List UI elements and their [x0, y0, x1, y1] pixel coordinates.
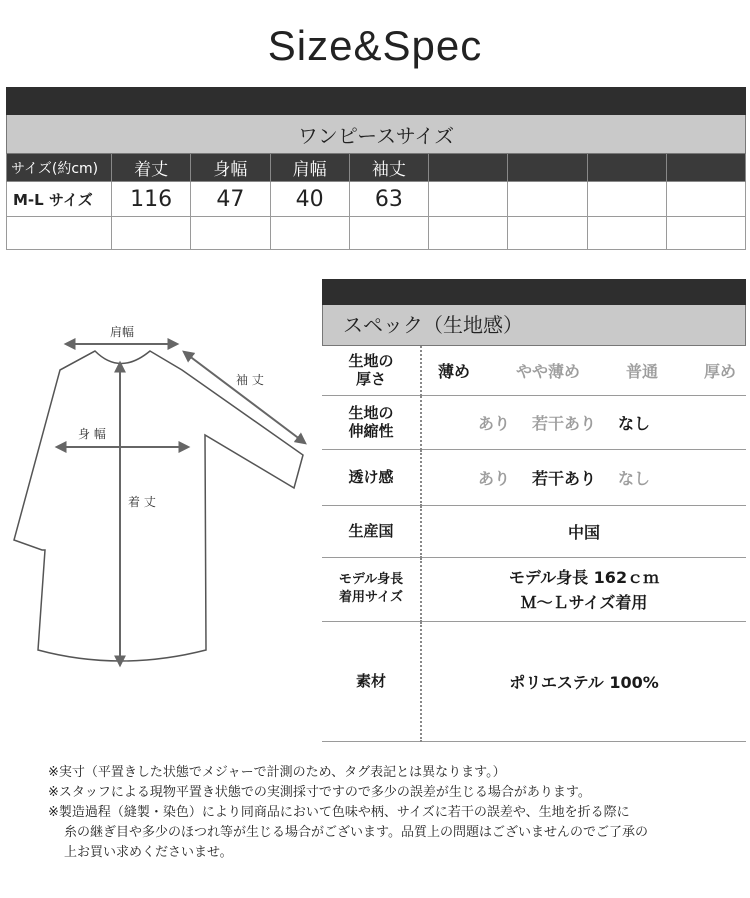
- row-label: M-L サイズ: [7, 182, 112, 217]
- column-header: 袖丈: [349, 154, 428, 182]
- option: 普通: [625, 361, 658, 381]
- size-header-label: サイズ(約cm): [7, 154, 112, 182]
- spec-row-thickness: [322, 346, 746, 395]
- spec-row-stretch: [322, 395, 746, 449]
- table-row: [7, 182, 746, 217]
- column-header: 着丈: [112, 154, 191, 182]
- option-selected: 若干あり: [532, 468, 597, 488]
- notes: [48, 763, 738, 863]
- option: やや薄め: [515, 361, 580, 381]
- sheer-options: [422, 466, 746, 489]
- model-size: Ｍ～Ｌサイズ着用: [520, 593, 648, 612]
- origin-value: 中国: [421, 505, 746, 557]
- option: あり: [478, 468, 511, 488]
- note-line: 糸の継ぎ目や多少のほつれ等が生じる場合がございます。品質上の問題はございませんのでご了承の: [64, 825, 648, 840]
- size-table: [6, 87, 746, 250]
- note-line: ※製造過程（縫製・染色）により同商品において色味や柄、サイズに若干の誤差や、生地を折る際に: [48, 805, 630, 820]
- length-label: 着 丈: [128, 495, 156, 509]
- option-selected: 薄め: [438, 361, 471, 381]
- garment-diagram: [0, 300, 320, 700]
- spec-label: 生産国: [322, 505, 421, 557]
- body-width-label: 身 幅: [78, 427, 106, 441]
- table-cell: 40: [270, 182, 349, 217]
- spec-row-sheer: [322, 449, 746, 505]
- page-title: Size&Spec: [267, 22, 483, 69]
- column-header: [429, 154, 508, 182]
- material-value: ポリエステル 100%: [421, 621, 746, 741]
- thickness-options: [422, 359, 746, 382]
- table-cell: 116: [112, 182, 191, 217]
- spec-top-bar: [322, 279, 746, 305]
- option: なし: [618, 468, 651, 488]
- spec-row-material: [322, 621, 746, 741]
- spec-label: 生地の 厚さ: [322, 346, 421, 395]
- column-header: 肩幅: [270, 154, 349, 182]
- sleeve-arrow: [184, 352, 305, 443]
- dress-outline: [14, 351, 303, 661]
- option-selected: なし: [618, 413, 651, 433]
- table-cell: [666, 182, 745, 217]
- shoulder-label: 肩幅: [110, 325, 135, 339]
- spec-label: 生地の 伸縮性: [322, 395, 421, 449]
- model-height: モデル身長 162ｃｍ: [508, 568, 660, 587]
- column-header: 身幅: [191, 154, 270, 182]
- size-table-top-bar: [7, 88, 746, 115]
- stretch-options: [422, 411, 746, 434]
- spec-row-origin: [322, 505, 746, 557]
- option: 若干あり: [532, 413, 597, 433]
- table-cell: 47: [191, 182, 270, 217]
- spec-table: [322, 346, 746, 742]
- note-line: 上お買い求めくださいませ。: [64, 845, 233, 860]
- size-table-header: [7, 154, 746, 182]
- table-cell: [429, 182, 508, 217]
- option: あり: [478, 413, 511, 433]
- column-header: [508, 154, 587, 182]
- spec-label: モデル身長 着用サイズ: [322, 557, 421, 621]
- table-cell: [508, 182, 587, 217]
- spec-row-model: [322, 557, 746, 621]
- note-line: ※実寸（平置きした状態でメジャーで計測のため、タグ表記とは異なります。）: [48, 765, 506, 780]
- column-header: [587, 154, 666, 182]
- column-header: [666, 154, 745, 182]
- table-cell: 63: [349, 182, 428, 217]
- spec-label: 素材: [322, 621, 421, 741]
- spec-heading: スペック（生地感）: [322, 305, 746, 346]
- option: 厚め: [703, 361, 736, 381]
- spec-panel: [322, 279, 746, 742]
- table-cell: [587, 182, 666, 217]
- table-row: [7, 217, 746, 250]
- note-line: ※スタッフによる現物平置き状態での実測採寸ですので多少の誤差が生じる場合があります。: [48, 785, 591, 800]
- sleeve-label: 袖 丈: [236, 373, 264, 387]
- size-table-name: ワンピースサイズ: [7, 115, 746, 154]
- spec-label: 透け感: [322, 449, 421, 505]
